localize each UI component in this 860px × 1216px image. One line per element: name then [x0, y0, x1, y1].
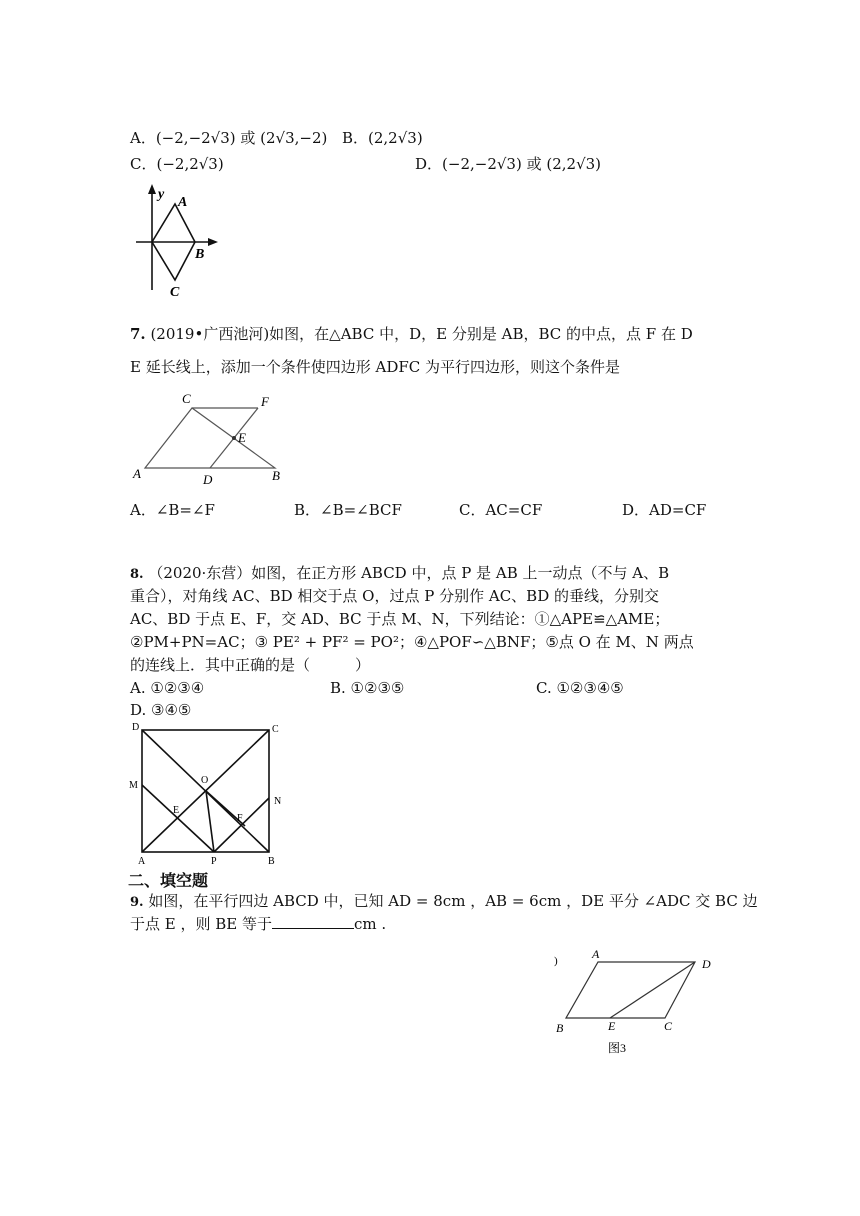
q9-label-b: B	[556, 1021, 564, 1035]
q8-stem-line4: ②PM+PN=AC；③ PE² + PF² = PO²；④△POF∽△BNF；⑤点 O 在 M、N 两点	[130, 633, 694, 651]
q9-figure-parallelogram	[550, 944, 740, 1058]
q7-option-b: B．∠B=∠BCF	[294, 501, 402, 519]
q6-label-c: C	[170, 285, 180, 300]
q9-number: 9.	[130, 895, 144, 910]
q7-label-d: D	[203, 472, 213, 487]
q8-label-a: A	[138, 856, 146, 867]
q7-label-a: A	[133, 466, 141, 481]
q7-label-b: B	[272, 468, 280, 483]
q8-label-f: F	[237, 813, 243, 824]
q8-label-o: O	[201, 775, 209, 786]
q7-number: 7.	[130, 325, 146, 343]
q9-label-d: D	[702, 957, 711, 971]
q8-option-a: A. ①②③④	[130, 679, 205, 697]
q8-number: 8.	[130, 567, 144, 582]
q8-label-e: E	[173, 805, 180, 816]
q7-option-a: A．∠B=∠F	[130, 501, 215, 519]
q8-label-n: N	[274, 796, 282, 807]
q7-text-1: (2019•广西池河)如图，在△ABC 中，D，E 分别是 AB，BC 的中点，点 F 在 D	[150, 325, 693, 343]
q9-stem-line1	[130, 891, 758, 913]
q8-label-d: D	[132, 722, 140, 733]
q7-label-f: F	[261, 394, 269, 409]
q8-stem-line2: 重合），对角线 AC、BD 相交于点 O，过点 P 分别作 AC、BD 的垂线，分别交	[130, 587, 659, 605]
q6-option-c: C．(−2,2√3)	[130, 155, 224, 173]
q6-option-a: A．(−2,−2√3) 或 (2√3,−2)	[130, 129, 328, 147]
q7-label-c: C	[182, 391, 191, 406]
q9-label-a: A	[592, 947, 600, 961]
q7-stem-line2: E 延长线上，添加一个条件使四边形 ADFC 为平行四边形，则这个条件是	[130, 358, 621, 376]
q7-label-e: E	[238, 430, 246, 445]
section-heading: 二、填空题	[128, 871, 209, 890]
q9-label-c: C	[664, 1019, 673, 1033]
q8-stem-line5: 的连线上．其中正确的是（ ）	[130, 656, 371, 674]
q6-label-b: B	[195, 247, 205, 262]
q6-label-y: y	[158, 187, 165, 202]
q9-figure-caption: 图3	[608, 1041, 627, 1055]
q9-unit: cm .	[354, 915, 387, 933]
q8-label-b: B	[268, 856, 275, 867]
q7-option-d: D．AD=CF	[622, 501, 707, 519]
q8-option-b: B. ①②③⑤	[330, 679, 405, 697]
q8-stem-line3: AC、BD 于点 E、F，交 AD、BC 于点 M、N，下列结论：①△APE≌△AME；	[130, 610, 670, 628]
q6-figure-rhombus	[130, 182, 230, 300]
q7-stem-line1	[130, 324, 693, 344]
q6-label-a: A	[178, 195, 188, 210]
q9-label-paren: )	[554, 955, 558, 967]
q8-label-m: M	[129, 780, 138, 791]
q9-text-1: 如图，在平行四边 ABCD 中，已知 AD = 8cm ，AB = 6cm ，DE 平分 ∠ADC 交 BC 边	[148, 892, 758, 910]
q8-figure-square	[128, 720, 288, 868]
q8-label-c: C	[272, 724, 279, 735]
q6-option-d: D．(−2,−2√3) 或 (2,2√3)	[415, 155, 602, 173]
q6-option-b: B．(2,2√3)	[342, 129, 423, 147]
q7-option-c: C．AC=CF	[459, 501, 543, 519]
q8-text-1: （2020·东营）如图，在正方形 ABCD 中，点 P 是 AB 上一动点（不与 A、B	[148, 564, 670, 582]
q8-stem-line1	[130, 563, 669, 585]
q8-option-c: C. ①②③④⑤	[536, 679, 624, 697]
q9-label-e: E	[608, 1019, 616, 1033]
q8-label-p: P	[211, 856, 217, 867]
q8-option-d: D. ③④⑤	[130, 701, 192, 719]
q9-text-2: 于点 E ，则 BE 等于	[130, 915, 272, 933]
q9-stem-line2	[130, 914, 386, 934]
q9-answer-blank	[272, 914, 354, 929]
q7-figure-triangle	[130, 388, 290, 488]
